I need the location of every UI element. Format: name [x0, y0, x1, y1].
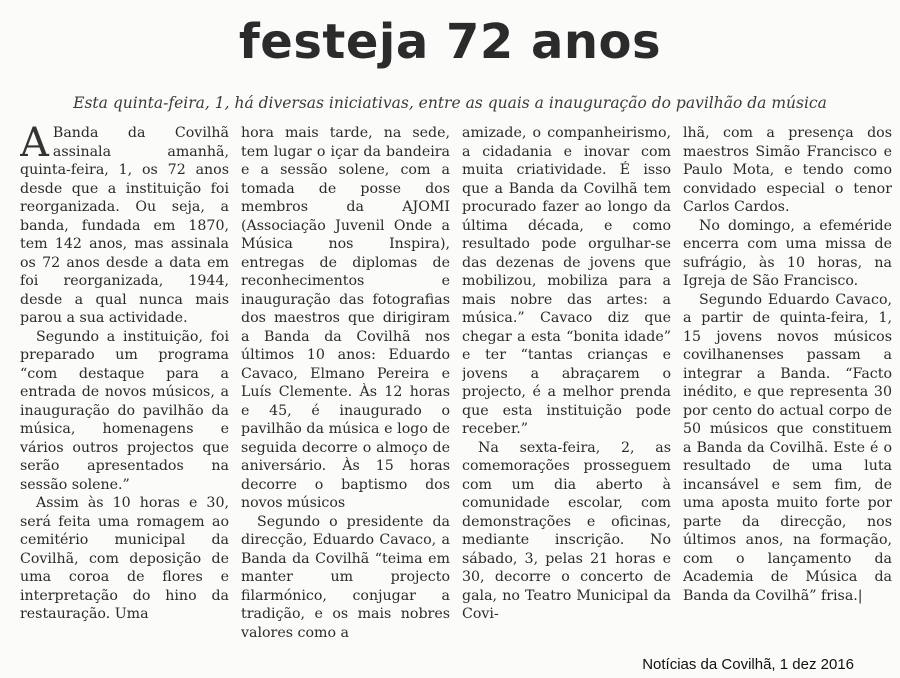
article-column-4 — [683, 124, 892, 644]
paragraph: Segundo o presidente da direcção, Eduardo Cavaco, a Banda da Covilhã “teima em manter um projecto filarmónico, conjugar a tradição, e os mais nobres valores como a — [241, 513, 450, 641]
source-credit: Notícias da Covilhã, 1 dez 2016 — [642, 656, 854, 673]
article-column-1 — [20, 124, 229, 644]
paragraph: No domingo, a efeméride encerra com uma missa de sufrágio, às 10 horas, na Igreja de São Francisco. — [683, 217, 892, 289]
paragraph: Na sexta-feira, 2, as comemorações prosseguem com um dia aberto à comunidade escolar, com demonstrações e oficinas, mediante inscrição. No sábado, 3, pelas 21 horas e 30, decorre o concerto de gala, no Teatro Municipal da Covi- — [462, 439, 671, 622]
subtitle: Esta quinta-feira, 1, há diversas iniciativas, entre as quais a inauguração do pavilhão da música — [73, 94, 827, 112]
drop-cap: A — [20, 124, 49, 166]
paragraph: Assim às 10 horas e 30, será feita uma romagem ao cemitério municipal da Covilhã, com deposição de uma coroa de flores e interpretação do hino da restauração. Uma — [20, 495, 229, 622]
paragraph: amizade, o companheirismo, a cidadania e inovar com muita criatividade. É isso que a Banda da Covilhã tem procurado fazer ao longo da última década, e como resultado pode orgulhar-se das dezenas de jovens que mobilizou, mobiliza para a mais nobre das artes: a música.” Cavaco diz que chegar a esta “bonita idade” e ter “tantas crianças e jovens a abraçarem o projecto, é a melhor prenda que esta instituição pode receber.” — [462, 125, 671, 437]
paragraph: Segundo Eduardo Cavaco, a partir de quinta-feira, 1, 15 jovens novos músicos covilhanenses passam a integrar a Banda. “Facto inédito, e que representa 30 por cento do actual corpo de 50 músicos que constituem a Banda da Covilhã. Este é o resultado de uma luta incansável e sem fim, de uma aposta muito forte por parte da direcção, nos últimos anos, na formação, com o lançamento da Academia de Música da Banda da Covilhã” frisa.| — [683, 291, 892, 604]
paragraph: hora mais tarde, na sede, tem lugar o içar da bandeira e a sessão solene, com a tomada de posse dos membros da AJOMI (Associação Juvenil Onde a Música nos Inspira), entregas de diplomas de reconhecimentos e inauguração das fotografias dos maestros que dirigiram a Banda da Covilhã nos últimos 10 anos: Eduardo Cavaco, Elmano Pereira e Luís Clemente. Às 12 horas e 45, é inaugurado o pavilhão da música e logo de seguida decorre o almoço de aniversário. Às 15 horas decorre o baptismo dos novos músicos — [241, 125, 450, 511]
article-column-3 — [462, 124, 671, 644]
paragraph-text: Banda da Covilhã assinala amanhã, quinta-feira, 1, os 72 anos desde que a instituição foi reorganizada. Ou seja, a banda, fundada em 1870, tem 142 anos, mas assinala os 72 anos desde a data em foi reorganizada, 1944, desde a qual nunca mais parou a sua actividade. — [20, 125, 229, 326]
paragraph: Segundo a instituição, foi preparado um programa “com destaque para a entrada de novos músicos, a inauguração do pavilhão da música, homenagens e vários outros projectos que serão apresentados na sessão solene.” — [20, 328, 229, 493]
article-column-2 — [241, 124, 450, 644]
paragraph: lhã, com a presença dos maestros Simão Francisco e Paulo Mota, e tendo como convidado especial o tenor Carlos Cardos. — [683, 125, 892, 215]
article-body — [20, 124, 892, 644]
paragraph — [20, 124, 229, 328]
headline: festeja 72 anos — [238, 14, 662, 70]
